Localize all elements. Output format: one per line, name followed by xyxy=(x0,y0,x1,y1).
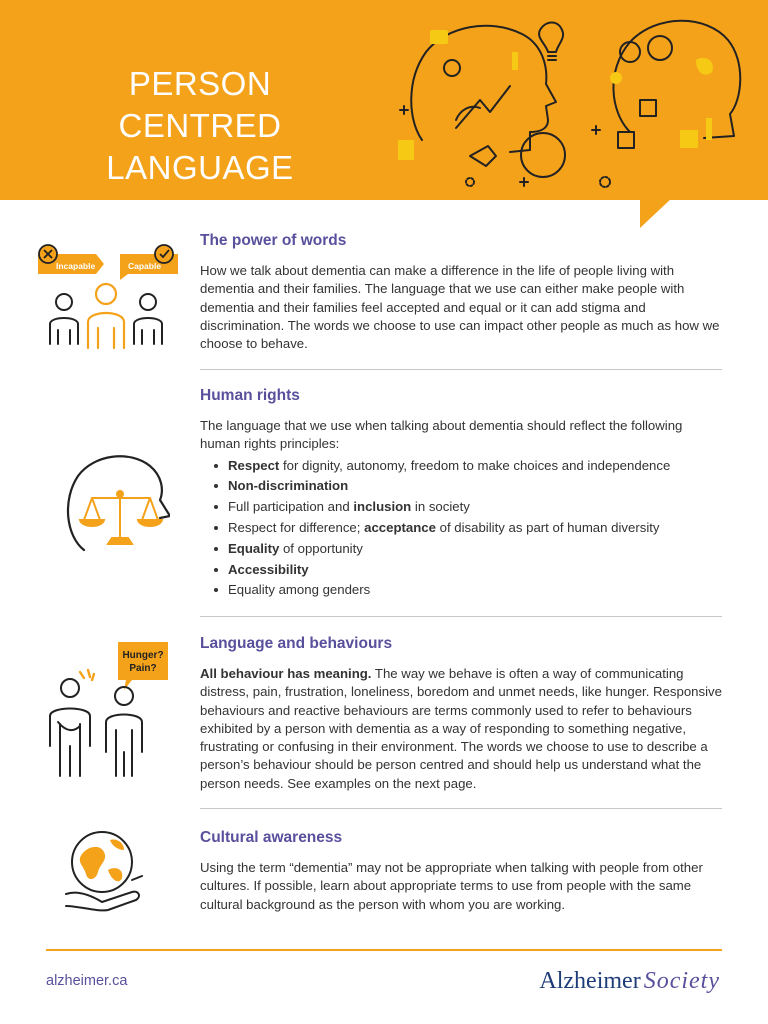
list-item: Accessibility xyxy=(214,560,722,581)
section-intro: The language that we use when talking about dementia should reflect the following human rights principles: xyxy=(200,418,683,452)
header-speech-tail xyxy=(0,0,768,240)
section-cultural-awareness xyxy=(200,829,722,914)
list-item: Equality among genders xyxy=(214,580,722,601)
footer-rule xyxy=(46,949,722,951)
section-body: Using the term “dementia” may not be appropriate when talking with people from other cultures. If possible, learn about appropriate terms to use from people with the same cultural background as the person with whom you are working. xyxy=(200,860,703,912)
hunger-bubble-label: Hunger? xyxy=(122,650,164,661)
hunger-pain-people-icon xyxy=(40,636,180,786)
section-heading: The power of words xyxy=(200,232,347,249)
section-heading: Language and behaviours xyxy=(200,635,393,652)
section-body: How we talk about dementia can make a difference in the life of people living with dementia and their families. The language that we use can either make people with dementia and their families feel accepted and equal or it can add stigma and discrimination. The words we choose to use can impact other people as much as how we choose to behave. xyxy=(200,263,720,352)
section-human-rights xyxy=(200,387,722,601)
website-link[interactable]: alzheimer.ca xyxy=(46,973,128,989)
section-language-behaviours xyxy=(200,635,722,793)
capable-bubble-label: Capable xyxy=(128,261,162,271)
incapable-bubble-label: Incapable xyxy=(56,261,96,271)
page-title-line-1: PERSON CENTRED xyxy=(118,65,282,144)
section-power-of-words xyxy=(200,232,722,353)
globe-in-hand-icon xyxy=(58,820,154,914)
page-title-line-2: LANGUAGE xyxy=(106,149,294,186)
section-body: All behaviour has meaning. The way we behave is often a way of communicating distress, pain, frustration, loneliness, boredom and unmet needs, like hunger. Responsive behaviours and reactive behaviours are terms commonly used to refer to behaviours exhibited by a person with dementia as a way of responding to something negative, frustrating or confusing in their environment. The words we choose to use to describe a person’s behaviour should be person centred and should help us understand what the person needs. See examples on the next page. xyxy=(200,666,722,791)
human-rights-list xyxy=(200,456,722,602)
capable-incapable-people-icon xyxy=(34,240,184,350)
list-item: Non-discrimination xyxy=(214,476,722,497)
alzheimer-society-logo: Alzheimer Society xyxy=(539,968,720,994)
list-item: Respect for difference; acceptance of disability as part of human diversity xyxy=(214,518,722,539)
section-lead: All behaviour has meaning. xyxy=(200,666,372,681)
list-item: Respect for dignity, autonomy, freedom to make choices and independence xyxy=(214,456,722,477)
section-divider xyxy=(200,369,722,370)
section-divider xyxy=(200,808,722,809)
section-divider xyxy=(200,616,722,617)
section-heading: Human rights xyxy=(200,387,300,404)
section-heading: Cultural awareness xyxy=(200,829,343,846)
list-item: Full participation and inclusion in society xyxy=(214,497,722,518)
pain-bubble-label: Pain? xyxy=(129,663,157,674)
list-item: Equality of opportunity xyxy=(214,539,722,560)
head-with-scales-icon xyxy=(50,440,170,560)
